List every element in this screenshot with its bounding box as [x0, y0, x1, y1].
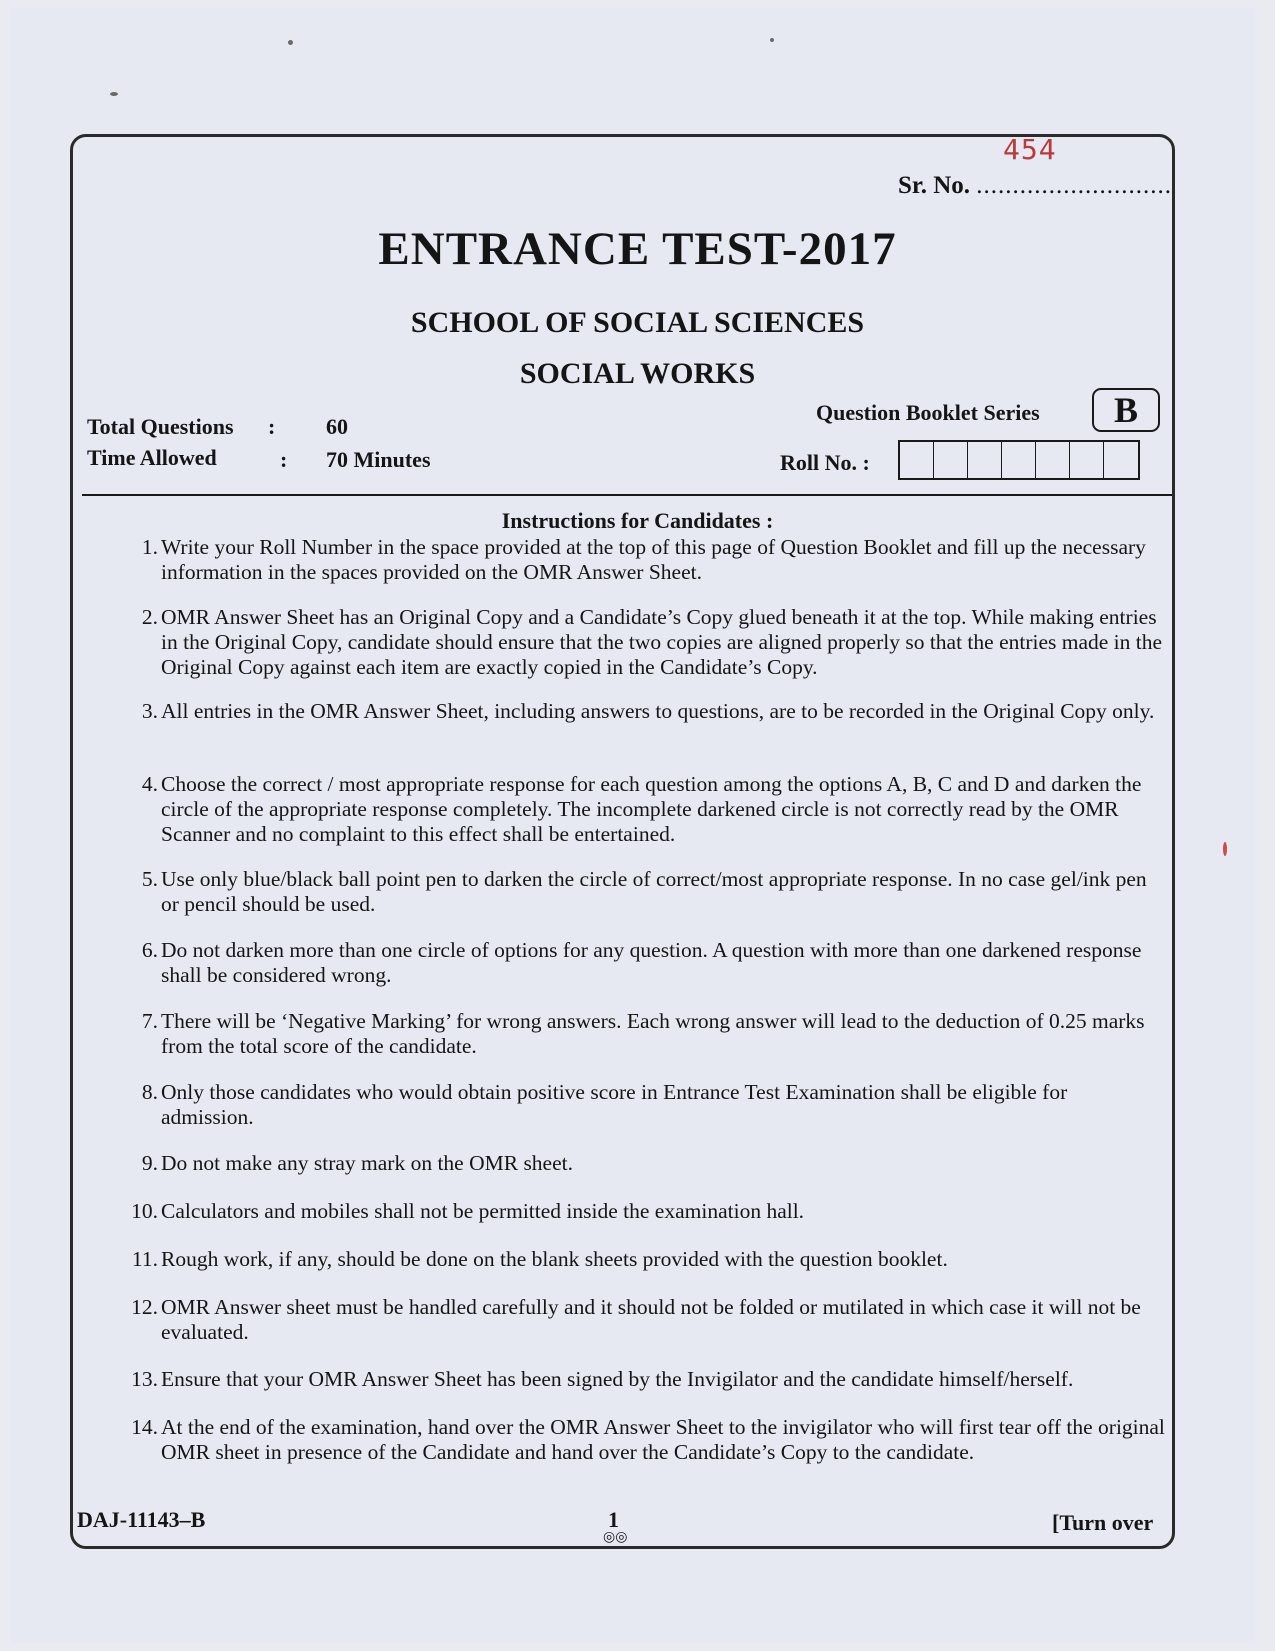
instruction-number: 14.	[131, 1415, 158, 1439]
instruction-text: Write your Roll Number in the space provided at the top of this page of Question Booklet and fill up the necessary information in the spaces provided on the OMR Answer Sheet.	[161, 535, 1146, 584]
instructions-heading: Instructions for Candidates :	[501, 508, 774, 533]
turn-over-note: [Turn over	[1052, 1510, 1154, 1535]
instruction-text: At the end of the examination, hand over the OMR Answer Sheet to the invigilator who will first tear off the original OMR sheet in presence of the Candidate and hand over the Candidate’s Copy to the candidate.	[161, 1415, 1165, 1464]
scan-speck	[110, 92, 118, 96]
scan-speck	[288, 40, 293, 45]
total-questions-value: 60	[326, 414, 348, 439]
instruction-number: 8.	[141, 1080, 158, 1104]
instruction-number: 10.	[131, 1199, 158, 1223]
page-mark: ◎◎	[603, 1530, 628, 1545]
serial-label: Sr. No.	[898, 172, 971, 199]
serial-number	[898, 172, 1172, 200]
instruction-text: Use only blue/black ball point pen to darken the circle of correct/most appropriate response. In no case gel/ink pen or pencil should be used.	[161, 867, 1147, 916]
roll-digit-box[interactable]	[900, 442, 934, 478]
instruction-number: 9.	[141, 1151, 158, 1175]
roll-digit-box[interactable]	[968, 442, 1002, 478]
time-allowed-label: Time Allowed	[87, 445, 217, 470]
divider	[82, 494, 1172, 496]
colon: :	[280, 447, 288, 472]
instruction-number: 4.	[141, 772, 158, 796]
instruction-text: There will be ‘Negative Marking’ for wrong answers. Each wrong answer will lead to the deduction of 0.25 marks from the total score of the candidate.	[161, 1009, 1145, 1058]
school-name: SCHOOL OF SOCIAL SCIENCES	[410, 306, 865, 339]
scan-speck	[770, 38, 774, 42]
instruction-text: Rough work, if any, should be done on the blank sheets provided with the question booklet.	[161, 1247, 948, 1271]
instruction-number: 5.	[141, 867, 158, 891]
roll-number-boxes[interactable]	[898, 440, 1140, 480]
instruction-text: Do not darken more than one circle of options for any question. A question with more than one darkened response shall be considered wrong.	[161, 938, 1142, 987]
total-questions-label: Total Questions	[87, 414, 234, 439]
time-allowed-value: 70 Minutes	[326, 447, 431, 472]
booklet-code: DAJ-11143–B	[77, 1507, 206, 1532]
scan-speck	[1223, 842, 1227, 856]
instruction-number: 7.	[141, 1009, 158, 1033]
roll-digit-box[interactable]	[1070, 442, 1104, 478]
instruction-number: 2.	[141, 605, 158, 629]
page-number: 1	[608, 1507, 619, 1532]
instruction-number: 6.	[141, 938, 158, 962]
roll-digit-box[interactable]	[1002, 442, 1036, 478]
exam-title: ENTRANCE TEST-2017	[378, 223, 897, 275]
roll-digit-box[interactable]	[934, 442, 968, 478]
instruction-text: Choose the correct / most appropriate response for each question among the options A, B, C and D and darken the circle of the appropriate response completely. The incomplete darkened circle is not correctly read by the OMR Scanner and no complaint to this effect shall be entertained.	[161, 772, 1142, 846]
series-label: Question Booklet Series	[816, 400, 1040, 425]
instruction-number: 1.	[141, 535, 158, 559]
instruction-text: OMR Answer sheet must be handled carefully and it should not be folded or mutilated in which case it will not be evaluated.	[161, 1295, 1141, 1344]
instruction-text: Do not make any stray mark on the OMR sheet.	[161, 1151, 573, 1175]
instruction-number: 3.	[141, 699, 158, 723]
instruction-text: OMR Answer Sheet has an Original Copy and a Candidate’s Copy glued beneath it at the top. While making entries in the Original Copy, candidate should ensure that the two copies are aligned properly so that the entries made in the Original Copy against each item are exactly copied in the Candidate’s Copy.	[161, 605, 1163, 679]
instruction-text: All entries in the OMR Answer Sheet, including answers to questions, are to be recorded in the Original Copy only.	[161, 699, 1155, 723]
instruction-text: Calculators and mobiles shall not be permitted inside the examination hall.	[161, 1199, 805, 1223]
series-badge: B	[1092, 388, 1160, 432]
instruction-number: 13.	[131, 1367, 158, 1391]
roll-digit-box[interactable]	[1036, 442, 1070, 478]
handwritten-serial: 454	[1003, 133, 1057, 166]
instruction-text: Only those candidates who would obtain positive score in Entrance Test Examination shall be eligible for admission.	[161, 1080, 1068, 1129]
subject-name: SOCIAL WORKS	[519, 357, 756, 390]
instruction-number: 12.	[131, 1295, 158, 1319]
colon: :	[268, 414, 276, 439]
roll-number-label: Roll No. :	[780, 450, 870, 475]
instruction-text: Ensure that your OMR Answer Sheet has been signed by the Invigilator and the candidate himself/herself.	[161, 1367, 1074, 1391]
roll-digit-box[interactable]	[1104, 442, 1138, 478]
instruction-number: 11.	[131, 1247, 158, 1271]
serial-blank: ...........................	[976, 172, 1173, 199]
